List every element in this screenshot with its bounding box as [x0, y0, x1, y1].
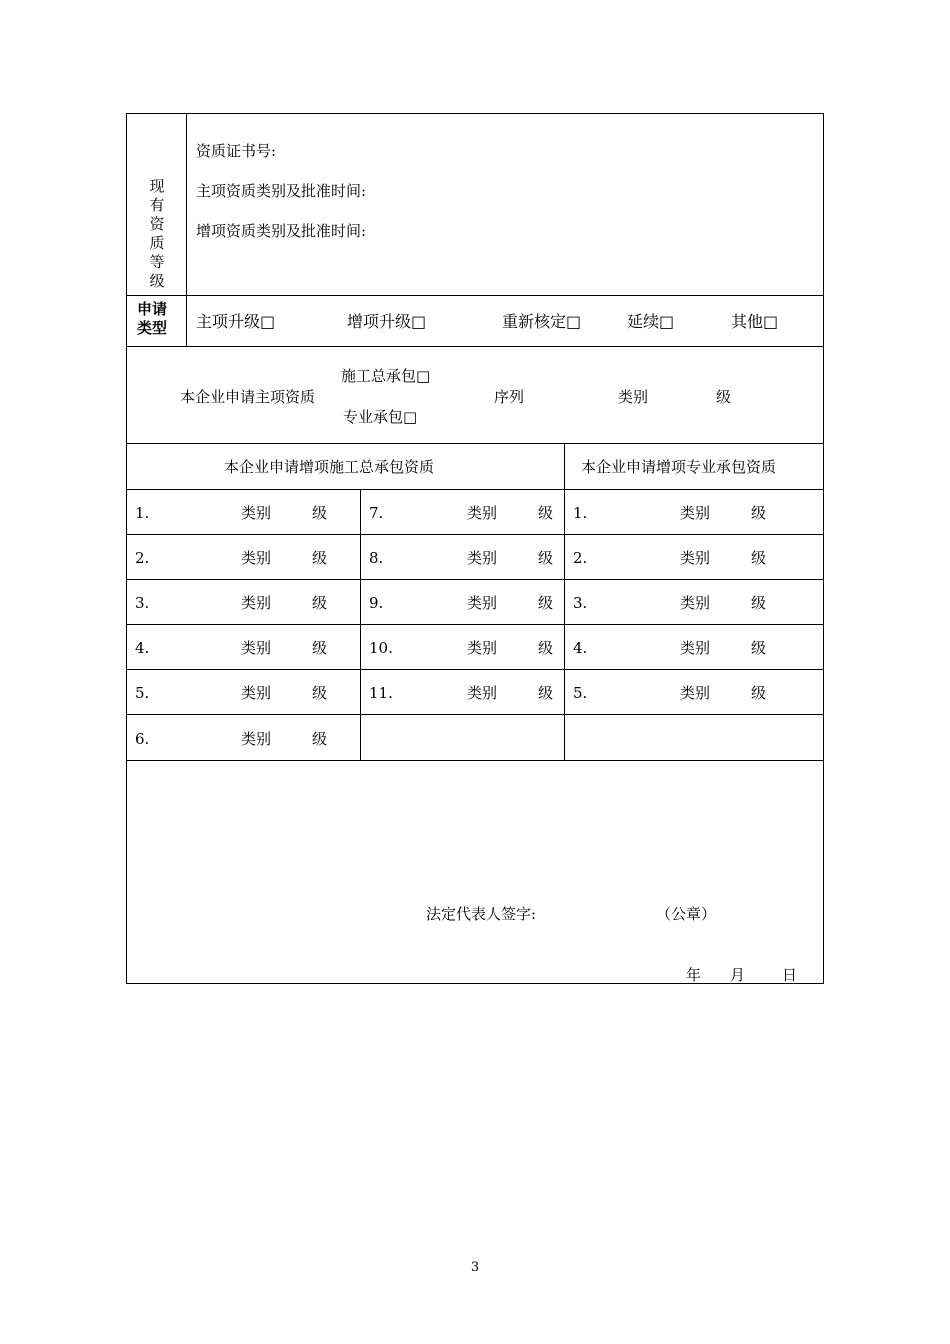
label-column-divider	[186, 113, 187, 347]
option-reassess[interactable]: 重新核定□	[502, 312, 582, 331]
row-number: 2.	[135, 549, 150, 567]
row-number: 5.	[573, 684, 588, 702]
row-divider	[126, 579, 824, 580]
category-label: 类别	[618, 388, 649, 406]
table-border-right	[823, 113, 824, 984]
row-number: 5.	[135, 684, 150, 702]
table-border-left	[126, 113, 127, 984]
category-label: 类别	[467, 504, 498, 522]
option-renewal[interactable]: 延续□	[627, 312, 675, 331]
vertical-label-char: 现	[149, 177, 165, 195]
additional-qualification-label: 增项资质类别及批准时间:	[196, 222, 367, 240]
table-border-bottom	[126, 983, 824, 984]
level-label: 级	[751, 684, 767, 702]
category-label: 类别	[680, 684, 711, 702]
header-additional-specialty: 本企业申请增项专业承包资质	[581, 458, 777, 476]
level-label: 级	[538, 504, 554, 522]
category-label: 类别	[241, 594, 272, 612]
row-number: 10.	[369, 639, 393, 657]
category-label: 类别	[680, 504, 711, 522]
level-label: 级	[751, 594, 767, 612]
category-label: 类别	[680, 639, 711, 657]
category-label: 类别	[680, 549, 711, 567]
category-label: 类别	[680, 594, 711, 612]
vertical-label-char: 级	[149, 272, 165, 290]
row-number: 7.	[369, 504, 384, 522]
category-label: 类别	[467, 594, 498, 612]
level-label: 级	[538, 684, 554, 702]
official-seal-label: （公章）	[656, 905, 717, 923]
row-number: 3.	[573, 594, 588, 612]
option-other[interactable]: 其他□	[731, 312, 779, 331]
category-label: 类别	[467, 639, 498, 657]
level-label: 级	[538, 639, 554, 657]
row-number: 4.	[573, 639, 588, 657]
level-label: 级	[751, 549, 767, 567]
category-label: 类别	[241, 684, 272, 702]
row-number: 6.	[135, 730, 150, 748]
row-number: 1.	[573, 504, 588, 522]
vertical-label-char: 等	[149, 253, 165, 271]
category-label: 类别	[241, 730, 272, 748]
level-label: 级	[312, 549, 328, 567]
row-number: 9.	[369, 594, 384, 612]
legal-representative-signature-label: 法定代表人签字:	[426, 905, 537, 923]
row-number: 4.	[135, 639, 150, 657]
level-label: 级	[751, 504, 767, 522]
category-label: 类别	[241, 549, 272, 567]
level-label: 级	[538, 594, 554, 612]
date-day-label: 日	[782, 966, 798, 984]
vertical-label-char: 有	[149, 196, 165, 214]
category-label: 类别	[241, 639, 272, 657]
main-qualification-label: 主项资质类别及批准时间:	[196, 182, 367, 200]
header-additional-general: 本企业申请增项施工总承包资质	[224, 458, 435, 476]
row-divider	[126, 443, 824, 444]
option-main-upgrade[interactable]: 主项升级□	[196, 312, 276, 331]
row-divider	[126, 760, 824, 761]
date-month-label: 月	[730, 966, 746, 984]
row-divider	[126, 624, 824, 625]
column-divider	[564, 443, 565, 761]
level-label: 级	[312, 639, 328, 657]
column-divider	[360, 489, 361, 761]
category-label: 类别	[467, 549, 498, 567]
series-label: 序列	[494, 388, 525, 406]
level-label: 级	[312, 504, 328, 522]
row-number: 3.	[135, 594, 150, 612]
option-specialty-contracting[interactable]: 专业承包□	[343, 408, 418, 426]
row-number: 2.	[573, 549, 588, 567]
level-label: 级	[312, 684, 328, 702]
cert-number-label: 资质证书号:	[196, 142, 277, 160]
apply-type-label-line2: 类型	[137, 319, 168, 337]
row-divider	[126, 346, 824, 347]
table-border-top	[126, 113, 824, 114]
vertical-label-char: 资	[149, 215, 165, 233]
row-number: 1.	[135, 504, 150, 522]
category-label: 类别	[467, 684, 498, 702]
category-label: 类别	[241, 504, 272, 522]
option-general-contracting[interactable]: 施工总承包□	[341, 367, 431, 385]
row-divider	[126, 295, 824, 296]
row-number: 8.	[369, 549, 384, 567]
row-divider	[126, 534, 824, 535]
option-add-upgrade[interactable]: 增项升级□	[347, 312, 427, 331]
level-label: 级	[312, 594, 328, 612]
row-divider	[126, 669, 824, 670]
apply-type-label-line1: 申请	[137, 300, 168, 318]
level-label: 级	[716, 388, 732, 406]
date-year-label: 年	[686, 966, 702, 984]
page-number: 3	[470, 1260, 480, 1275]
level-label: 级	[538, 549, 554, 567]
main-apply-lead: 本企业申请主项资质	[180, 388, 316, 406]
row-number: 11.	[369, 684, 393, 702]
row-divider	[126, 714, 824, 715]
level-label: 级	[751, 639, 767, 657]
row-divider	[126, 489, 824, 490]
level-label: 级	[312, 730, 328, 748]
vertical-label-char: 质	[149, 234, 165, 252]
